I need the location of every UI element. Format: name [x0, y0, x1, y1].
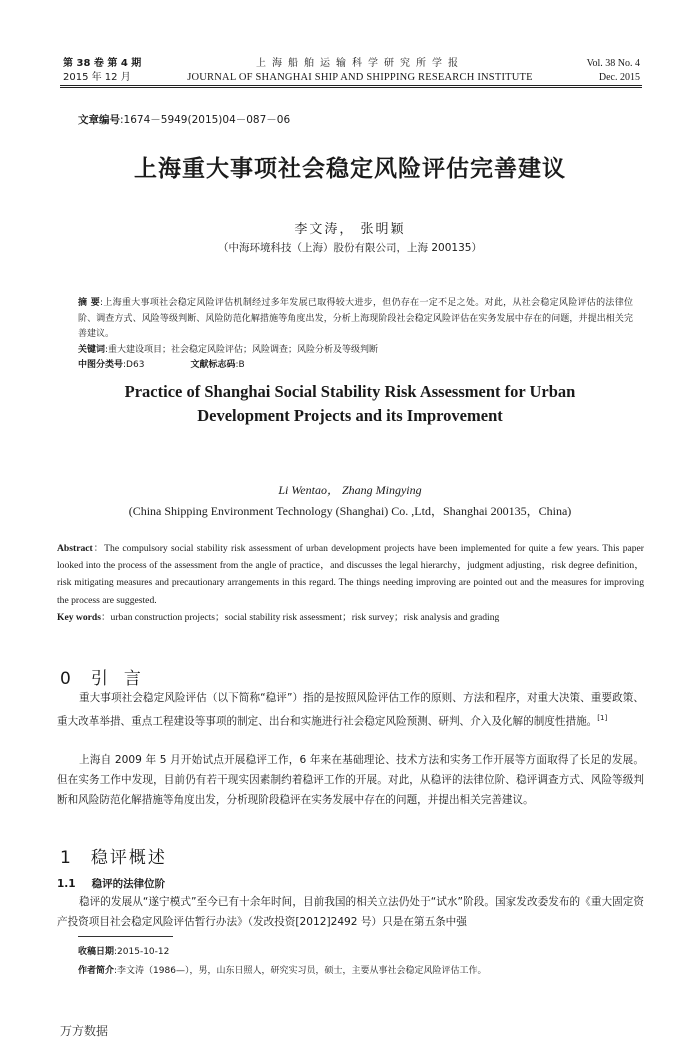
keywords-en: [57, 609, 644, 626]
affiliation-en: (China Shipping Environment Technology (Shanghai) Co. ,Ltd，Shanghai 200135，China): [128, 504, 572, 518]
abstract-cn-body: [78, 296, 633, 343]
title-en: Practice of Shanghai Social Stability Risk Assessment for Urban Development Projects and its Improvement: [124, 382, 576, 425]
keywords-en-text: ：urban construction projects；social stability risk assessment；risk survey；risk analysis and grading: [100, 611, 500, 623]
volume-en: Vol. 38 No. 4: [586, 58, 640, 69]
keywords-cn-label: 关键词: [78, 344, 106, 355]
footnotes: [78, 943, 486, 981]
header-rule: [60, 85, 642, 86]
subsection-1-1-title: 稳评的法律位阶: [91, 878, 166, 890]
doc-code-value: :B: [235, 360, 245, 370]
volume-cn: 第 38 卷 第 4 期: [63, 58, 142, 69]
bio-label: 作者简介: [78, 966, 115, 976]
header-rule-secondary: [60, 87, 642, 88]
footnote-bio: [78, 962, 486, 981]
footnote-rule: [78, 936, 173, 937]
affiliation-cn: （中海环境科技（上海）股份有限公司，上海 200135）: [218, 242, 482, 254]
authors-cn: 李文涛， 张明颖: [294, 222, 406, 237]
section-0-para-1: [57, 688, 644, 732]
abstract-cn: [78, 296, 633, 374]
section-0-para-1-text: 重大事项社会稳定风险评估（以下简称“稳评”）指的是按照风险评估工作的原则、方法和程序，对重大决策、重要政策、重大改革举措、重点工程建设等事项的制定、出台和实施进行社会稳定风险预测、研判、介入及化解的制度性措施。: [57, 692, 644, 728]
keywords-en-label: Key words: [57, 611, 101, 623]
received-value: :2015-10-12: [114, 947, 170, 957]
article-number: [78, 112, 290, 127]
keywords-cn-text: :重大建设项目；社会稳定风险评估；风险调查；风险分析及等级判断: [105, 344, 379, 355]
citation-ref: [1]: [597, 714, 608, 722]
abstract-cn-label: 摘 要: [78, 298, 101, 308]
subsection-1-1-heading: [57, 876, 165, 891]
abstract-cn-text: :上海重大事项社会稳定风险评估机制经过多年发展已取得较大进步，但仍存在一定不足之处。对此，从社会稳定风险评估的法律位阶、调查方式、风险等级判断、风险防范化解措施等角度出发，分析上海现阶段社会稳定风险评估在实务发展中存在的问题，并提出相关完善建议。: [78, 298, 633, 339]
footnote-received: [78, 943, 486, 962]
section-0-heading: [60, 664, 157, 689]
abstract-en: [57, 540, 644, 626]
abstract-en-label: Abstract: [57, 543, 93, 554]
header-journal: [160, 57, 560, 85]
journal-name-en: JOURNAL OF SHANGHAI SHIP AND SHIPPING RESEARCH INSTITUTE: [187, 72, 533, 83]
abstract-en-text: ：The compulsory social stability risk assessment of urban development projects have been implemented for quite a few years. This paper looked into the process of the assessment from the angle of practice，and discusses the legal hierarchy，judgment adjusting，risk degree definition，risk mitigating measures and precautionary arrangements in this regard. The things needing improving are pointed out and the measures for improving the process are suggested.: [57, 543, 644, 606]
date-cn: 2015 年 12 月: [63, 72, 131, 83]
article-number-label: 文章编号: [78, 114, 120, 126]
clc-value: :D63: [123, 360, 145, 370]
section-1-title: 稳评概述: [90, 848, 167, 868]
header-volume-en: [587, 57, 640, 85]
title-cn: 上海重大事项社会稳定风险评估完善建议: [134, 156, 566, 182]
header-volume-cn: [63, 57, 141, 85]
section-1-number: 1: [60, 848, 73, 868]
section-0-para-2: 上海自 2009 年 5 月开始试点开展稳评工作，6 年来在基础理论、技术方法和实务工作开展等方面取得了长足的发展。但在实务工作中发现，目前仍有若干现实因素制约着稳评工作的开展。对此，从稳评的法律位阶、稳评调查方式、风险等级判断和风险防范化解措施等角度出发，分析现阶段稳评在实务发展中存在的问题，并提出相关完善建议。: [57, 754, 644, 806]
bio-value: :李文涛（1986—），男，山东日照人，研究实习员，硕士，主要从事社会稳定风险评估工作。: [114, 966, 487, 976]
classification-line: [78, 358, 633, 374]
received-label: 收稿日期: [78, 947, 115, 957]
doc-code-label: 文献标志码: [190, 360, 236, 370]
section-1-para-1: 稳评的发展从“遂宁模式”至今已有十余年时间，目前我国的相关立法仍处于“试水”阶段。国家发改委发布的《重大固定资产投资项目社会稳定风险评估暂行办法》（发改投资[2012]2492 号）只是在第五条中强: [57, 896, 644, 928]
section-0-number: 0: [60, 669, 73, 689]
section-0-title: 引言: [90, 669, 157, 689]
clc-label: 中图分类号: [78, 360, 124, 370]
authors-en: Li Wentao， Zhang Mingying: [278, 483, 422, 497]
subsection-1-1-number: 1.1: [57, 878, 76, 890]
section-1-heading: [60, 843, 167, 868]
abstract-en-body: [57, 540, 644, 609]
watermark: 万方数据: [60, 1024, 109, 1038]
keywords-cn: [78, 343, 633, 359]
article-number-value: :1674－5949(2015)04－087－06: [120, 114, 291, 126]
date-en: Dec. 2015: [598, 72, 640, 83]
journal-name-cn: 上海船舶运输科学研究所学报: [256, 58, 464, 69]
